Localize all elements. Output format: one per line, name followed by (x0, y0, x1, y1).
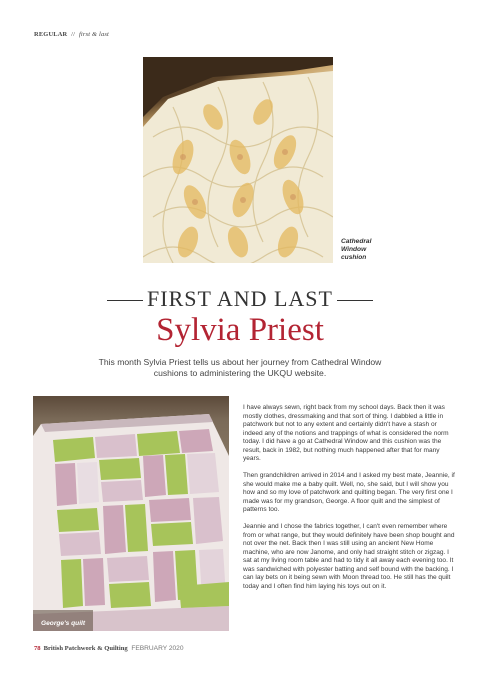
subsection-label: first & last (78, 31, 110, 38)
cushion-caption (341, 238, 391, 262)
article-title: Sylvia Priest (156, 312, 324, 348)
section-label: REGULAR (34, 31, 68, 38)
kicker-text: FIRST AND LAST (147, 286, 333, 311)
cathedral-window-cushion-photo (143, 57, 333, 263)
body-paragraph: Then grandchildren arrived in 2014 and I asked my best mate, Jeannie, if she would make me a baby quilt. Well, no, she said, but I will show you how and so my love of patchwork and quilting began. The very first one I made was for my grandson, George. A floor quilt and the simplest of patterns too. (243, 472, 455, 514)
kicker-rule-right (337, 300, 373, 301)
article-kicker (0, 286, 480, 312)
body-paragraph: Jeannie and I chose the fabrics together, I can't even remember where from or what range, but they would definitely have been shop bought and not over the net. Back then I was still using an ancient New Home machine, who are now Janome, and only had straight stitch or zigzag. I sat at my living room table and had to tidy it all away each evening too. It was sandwiched with polyester batting and self bound with the backing. I can lay bets on it being sewn with Moon thread too. He still has the quilt today and I often find him laying his toys out on it. (243, 523, 455, 590)
cushion-caption-line: Window (341, 246, 367, 253)
cushion-caption-line: Cathedral (341, 238, 372, 245)
article-standfirst: This month Sylvia Priest tells us about her journey from Cathedral Window cushions to administering the UKQU website. (98, 357, 382, 378)
issue-date: FEBRUARY 2020 (131, 645, 184, 652)
kicker-rule-left (107, 300, 143, 301)
magazine-title: British Patchwork & Quilting (43, 645, 128, 652)
page-number: 78 (34, 645, 41, 652)
georges-quilt-photo (33, 396, 229, 631)
body-paragraph: I have always sewn, right back from my school days. Back then it was mostly clothes, dressmaking and that sort of thing. I dabbled a little in patchwork but not to any extent and certainly didn't have a stash or indeed any of the notions and trappings of what is considered the norm today. I did have a go at Cathedral Window and this cushion was the result, back in 1982, but nothing much happened after that for many years. (243, 404, 449, 463)
quilt-caption: George's quilt (41, 620, 86, 627)
header-separator: // (71, 31, 76, 38)
article-body (243, 404, 457, 600)
page-header (34, 31, 109, 38)
page-footer (34, 645, 184, 652)
cushion-caption-line: cushion (341, 254, 367, 261)
